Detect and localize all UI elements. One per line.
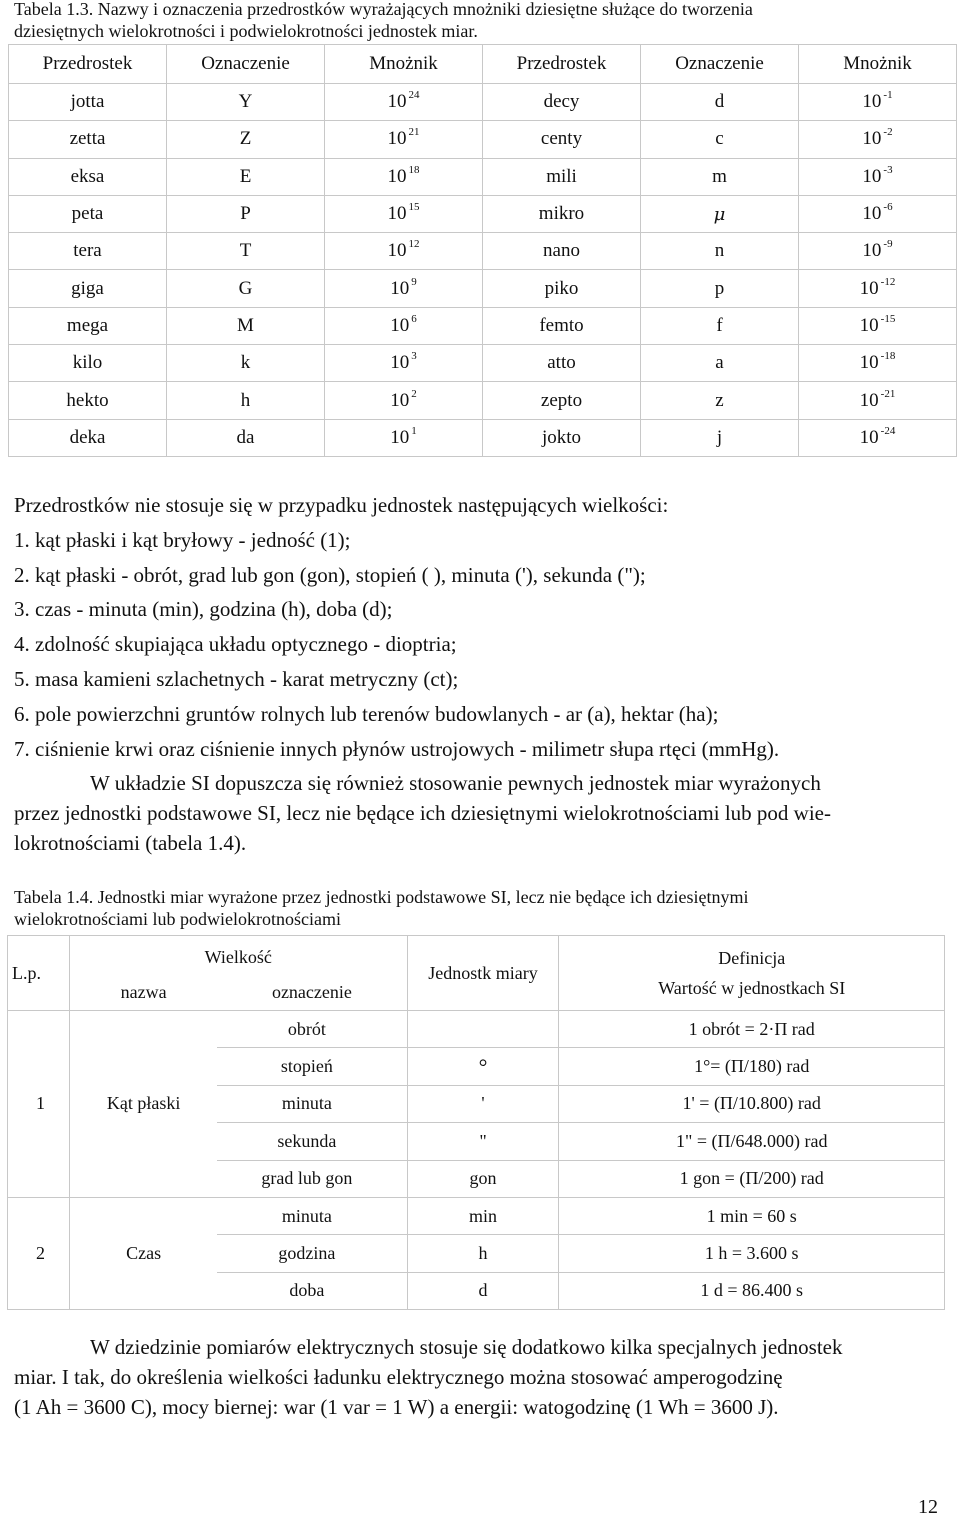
prefix-symbol: μ	[641, 195, 799, 232]
multiplier-exponent: 24	[408, 89, 420, 102]
unit-name: minuta	[217, 1197, 407, 1234]
multiplier-base: 10	[862, 91, 882, 113]
paragraph-line: W układzie SI dopuszcza się również stosowanie pewnych jednostek miar wyrażonych	[90, 771, 821, 795]
page-number: 12	[918, 1496, 938, 1518]
prefix-name: kilo	[9, 345, 167, 382]
multiplier	[799, 345, 957, 382]
unit-symbol	[407, 1011, 559, 1048]
multiplier-base: 10	[390, 277, 410, 299]
multiplier-exponent: -3	[883, 163, 893, 176]
si-value: 1 min = 60 s	[559, 1197, 945, 1234]
multiplier-exponent: -21	[880, 387, 896, 400]
paragraph-line: (1 Ah = 3600 C), mocy biernej: war (1 var = 1 W) a energii: watogodzinę (1 Wh = 3600 J).	[14, 1395, 779, 1419]
multiplier-exponent: -1	[883, 89, 893, 102]
prefix-name: mega	[9, 307, 167, 344]
column-header: Oznaczenie	[167, 45, 325, 84]
multiplier-exponent: 3	[411, 350, 417, 363]
paragraph-line: przez jednostki podstawowe SI, lecz nie będące ich dziesiętnymi wielokrotnościami lub pod wie-	[14, 801, 832, 825]
table-row	[9, 345, 957, 382]
multiplier-base: 10	[862, 165, 882, 187]
prefix-symbol: T	[167, 233, 325, 270]
unit-symbol: h	[407, 1235, 559, 1272]
list-item: 3. czas - minuta (min), godzina (h), doba (d);	[14, 597, 393, 622]
multiplier	[325, 382, 483, 419]
header-wartosc: Wartość w jednostkach SI	[658, 978, 846, 998]
multiplier-exponent: -24	[880, 424, 896, 437]
prefix-name: mili	[483, 158, 641, 195]
column-header: Mnożnik	[799, 45, 957, 84]
unit-name: grad lub gon	[217, 1160, 407, 1197]
caption-line: dziesiętnych wielokrotności i podwielokrotności jednostek miar.	[14, 21, 478, 41]
prefix-name: zetta	[9, 121, 167, 158]
unit-symbol: '	[407, 1085, 559, 1122]
table-1-3-caption	[14, 0, 954, 42]
list-item: 4. zdolność skupiająca układu optycznego - dioptria;	[14, 632, 457, 657]
prefix-symbol: E	[167, 158, 325, 195]
unit-name: sekunda	[217, 1123, 407, 1160]
column-header: Mnożnik	[325, 45, 483, 84]
prefix-symbol: c	[641, 121, 799, 158]
row-number: 2	[8, 1197, 70, 1309]
exceptions-section	[14, 488, 954, 766]
prefix-name: atto	[483, 345, 641, 382]
prefix-name: zepto	[483, 382, 641, 419]
table-row	[9, 233, 957, 270]
multiplier	[799, 195, 957, 232]
prefix-symbol: Z	[167, 121, 325, 158]
multiplier-exponent: 12	[408, 238, 420, 251]
table-header-row	[8, 936, 945, 975]
multiplier	[799, 382, 957, 419]
si-value: 1 h = 3.600 s	[559, 1235, 945, 1272]
header-nazwa: nazwa	[69, 974, 217, 1011]
unit-symbol: min	[407, 1197, 559, 1234]
unit-name: stopień	[217, 1048, 407, 1085]
prefix-name: centy	[483, 121, 641, 158]
multiplier	[799, 307, 957, 344]
table-row	[9, 121, 957, 158]
si-value: 1 obrót = 2·Π rad	[559, 1011, 945, 1048]
prefix-name: nano	[483, 233, 641, 270]
multiplier-exponent: 21	[408, 126, 420, 139]
multiplier-base: 10	[859, 352, 879, 374]
list-item: 6. pole powierzchni gruntów rolnych lub terenów budowlanych - ar (a), hektar (ha);	[14, 701, 719, 726]
list-item: 7. ciśnienie krwi oraz ciśnienie innych płynów ustrojowych - milimetr słupa rtęci (mmHg).	[14, 736, 780, 761]
prefix-name: hekto	[9, 382, 167, 419]
multiplier-base: 10	[390, 352, 410, 374]
multiplier-exponent: 9	[411, 275, 417, 288]
caption-line: Tabela 1.3. Nazwy i oznaczenia przedrostków wyrażających mnożniki dziesiętne służące do tworzenia	[14, 0, 753, 19]
prefix-symbol: f	[641, 307, 799, 344]
prefix-symbol: Y	[167, 84, 325, 121]
multiplier-exponent: -2	[883, 126, 893, 139]
multiplier	[325, 270, 483, 307]
list-item: 2. kąt płaski - obrót, grad lub gon (gon), stopień ( ), minuta ('), sekunda (");	[14, 562, 646, 587]
multiplier-exponent: -18	[880, 350, 896, 363]
table-1-4-caption	[14, 886, 954, 930]
prefix-symbol: n	[641, 233, 799, 270]
multiplier	[799, 419, 957, 456]
prefix-symbol: z	[641, 382, 799, 419]
table-row	[9, 382, 957, 419]
prefix-name: mikro	[483, 195, 641, 232]
paragraph-electrical	[14, 1332, 959, 1422]
multiplier	[799, 270, 957, 307]
prefix-name: piko	[483, 270, 641, 307]
table-row	[9, 84, 957, 121]
prefix-name: decy	[483, 84, 641, 121]
header-definicja-title: Definicja	[718, 948, 786, 968]
header-lp: L.p.	[8, 936, 70, 1011]
prefix-symbol: k	[167, 345, 325, 382]
multiplier-exponent: 2	[411, 387, 417, 400]
multiplier-base: 10	[387, 165, 407, 187]
multiplier	[325, 419, 483, 456]
prefix-symbol: p	[641, 270, 799, 307]
table-header-row	[9, 45, 957, 84]
caption-line: wielokrotnościami lub podwielokrotnościami	[14, 909, 341, 929]
header-jednostka: Jednostk miary	[407, 936, 559, 1011]
list-item: 1. kąt płaski i kąt bryłowy - jedność (1);	[14, 527, 351, 552]
paragraph-line: W dziedzinie pomiarów elektrycznych stosuje się dodatkowo kilka specjalnych jednostek	[90, 1335, 843, 1359]
prefix-symbol: M	[167, 307, 325, 344]
paragraph-si	[14, 768, 959, 858]
multiplier-base: 10	[862, 128, 882, 150]
unit-name: obrót	[217, 1011, 407, 1048]
quantity-name: Kąt płaski	[69, 1011, 217, 1198]
column-header: Oznaczenie	[641, 45, 799, 84]
unit-symbol: d	[407, 1272, 559, 1309]
header-wielkosc: Wielkość	[69, 936, 407, 975]
prefix-name: jotta	[9, 84, 167, 121]
prefix-symbol: d	[641, 84, 799, 121]
unit-name: godzina	[217, 1235, 407, 1272]
si-value: 1" = (Π/648.000) rad	[559, 1123, 945, 1160]
column-header: Przedrostek	[483, 45, 641, 84]
multiplier	[325, 121, 483, 158]
multiplier-exponent: -9	[883, 238, 893, 251]
prefix-symbol: da	[167, 419, 325, 456]
si-value: 1 d = 86.400 s	[559, 1272, 945, 1309]
table-row	[8, 1011, 945, 1048]
prefix-table	[8, 44, 957, 457]
exceptions-intro: Przedrostków nie stosuje się w przypadku jednostek następujących wielkości:	[14, 493, 669, 517]
multiplier-exponent: 1	[411, 424, 417, 437]
multiplier-base: 10	[390, 314, 410, 336]
multiplier	[799, 158, 957, 195]
paragraph-line: miar. I tak, do określenia wielkości ładunku elektrycznego można stosować amperogodzinę	[14, 1365, 783, 1389]
multiplier-base: 10	[859, 277, 879, 299]
prefix-name: tera	[9, 233, 167, 270]
prefix-symbol: j	[641, 419, 799, 456]
multiplier-base: 10	[387, 203, 407, 225]
multiplier-exponent: -6	[883, 201, 893, 214]
multiplier	[325, 158, 483, 195]
prefix-name: deka	[9, 419, 167, 456]
multiplier-base: 10	[387, 91, 407, 113]
table-row	[9, 307, 957, 344]
multiplier-exponent: -12	[880, 275, 896, 288]
unit-symbol: "	[407, 1123, 559, 1160]
prefix-name: eksa	[9, 158, 167, 195]
multiplier-base: 10	[859, 314, 879, 336]
table-row	[9, 195, 957, 232]
multiplier-base: 10	[862, 240, 882, 262]
multiplier-base: 10	[387, 240, 407, 262]
multiplier-exponent: 6	[411, 312, 417, 325]
multiplier	[799, 84, 957, 121]
multiplier-base: 10	[390, 389, 410, 411]
header-definicja	[559, 936, 945, 1011]
prefix-name: jokto	[483, 419, 641, 456]
si-value: 1' = (Π/10.800) rad	[559, 1085, 945, 1122]
prefix-symbol: G	[167, 270, 325, 307]
multiplier	[325, 84, 483, 121]
prefix-name: giga	[9, 270, 167, 307]
prefix-symbol: a	[641, 345, 799, 382]
multiplier	[325, 233, 483, 270]
unit-name: minuta	[217, 1085, 407, 1122]
multiplier-base: 10	[387, 128, 407, 150]
si-value: 1 gon = (Π/200) rad	[559, 1160, 945, 1197]
column-header: Przedrostek	[9, 45, 167, 84]
multiplier-base: 10	[390, 426, 410, 448]
prefix-name: femto	[483, 307, 641, 344]
multiplier-exponent: -15	[880, 312, 896, 325]
caption-line: Tabela 1.4. Jednostki miar wyrażone przez jednostki podstawowe SI, lecz nie będące ich dziesiętnymi	[14, 887, 749, 907]
multiplier	[325, 195, 483, 232]
unit-name: doba	[217, 1272, 407, 1309]
table-row	[9, 419, 957, 456]
multiplier-exponent: 15	[408, 201, 420, 214]
header-oznaczenie: oznaczenie	[217, 974, 407, 1011]
unit-symbol: °	[407, 1048, 559, 1085]
unit-symbol: gon	[407, 1160, 559, 1197]
units-table	[7, 935, 945, 1310]
prefix-symbol: m	[641, 158, 799, 195]
multiplier	[799, 233, 957, 270]
list-item: 5. masa kamieni szlachetnych - karat metryczny (ct);	[14, 666, 459, 691]
table-row	[9, 270, 957, 307]
table-row	[8, 1197, 945, 1234]
multiplier	[799, 121, 957, 158]
multiplier-base: 10	[859, 389, 879, 411]
quantity-name: Czas	[69, 1197, 217, 1309]
multiplier	[325, 345, 483, 382]
prefix-symbol: P	[167, 195, 325, 232]
paragraph-line: lokrotnościami (tabela 1.4).	[14, 831, 247, 855]
multiplier-base: 10	[862, 203, 882, 225]
si-value: 1°= (Π/180) rad	[559, 1048, 945, 1085]
multiplier	[325, 307, 483, 344]
prefix-symbol: h	[167, 382, 325, 419]
multiplier-base: 10	[859, 426, 879, 448]
multiplier-exponent: 18	[408, 163, 420, 176]
row-number: 1	[8, 1011, 70, 1198]
prefix-name: peta	[9, 195, 167, 232]
table-row	[9, 158, 957, 195]
